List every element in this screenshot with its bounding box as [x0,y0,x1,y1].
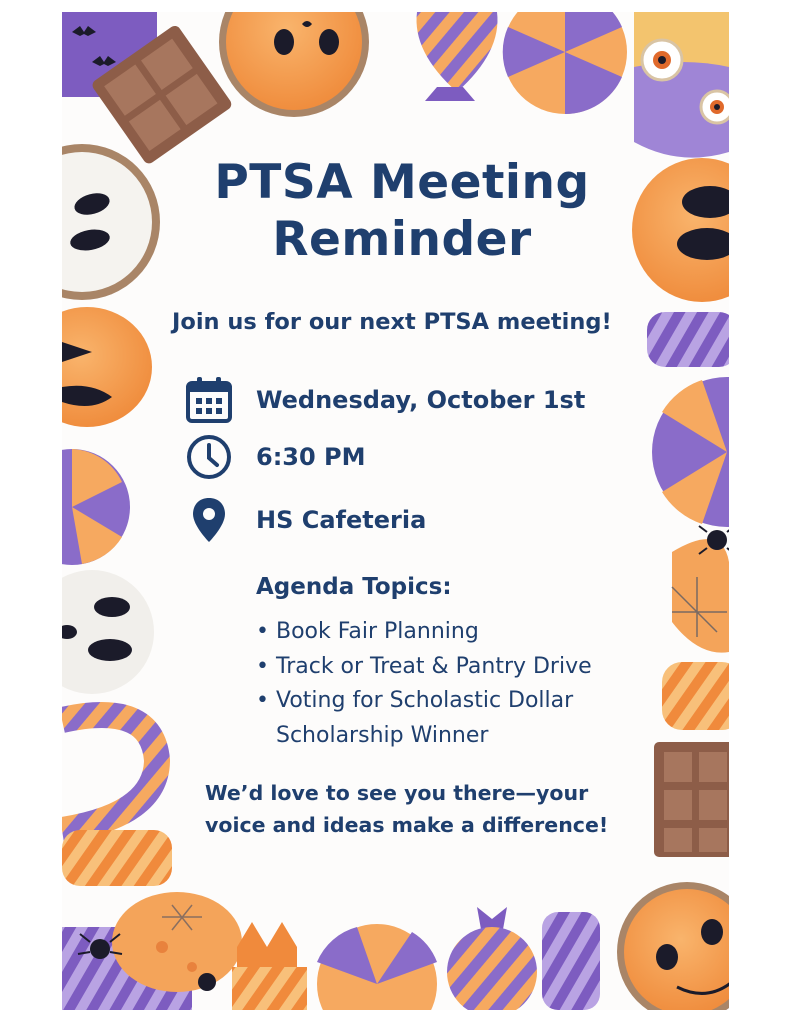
flyer-content [62,12,729,1010]
location-row [184,494,426,546]
agenda-list [256,615,676,753]
date-text: Wednesday, October 1st [256,386,586,414]
closing-line-2: voice and ideas make a difference! [205,813,609,837]
agenda-heading: Agenda Topics: [256,574,452,600]
location-pin-icon [184,495,234,545]
agenda-item: • Track or Treat & Pantry Drive [256,650,676,685]
time-text: 6:30 PM [256,443,366,471]
agenda-item: • Book Fair Planning [256,615,676,650]
closing-message [205,777,645,841]
calendar-icon [184,375,234,425]
intro-text: Join us for our next PTSA meeting! [172,309,612,335]
title-line-2: Reminder [272,212,532,267]
flyer [62,12,729,1010]
location-text: HS Cafeteria [256,506,427,534]
title-line-1: PTSA Meeting [214,155,590,210]
page-title [122,154,682,268]
date-row [184,374,585,426]
time-row [184,431,366,483]
clock-icon [184,432,234,482]
agenda-item: • Voting for Scholastic Dollar Scholarship Winner [256,684,636,753]
closing-line-1: We’d love to see you there—your [205,781,589,805]
